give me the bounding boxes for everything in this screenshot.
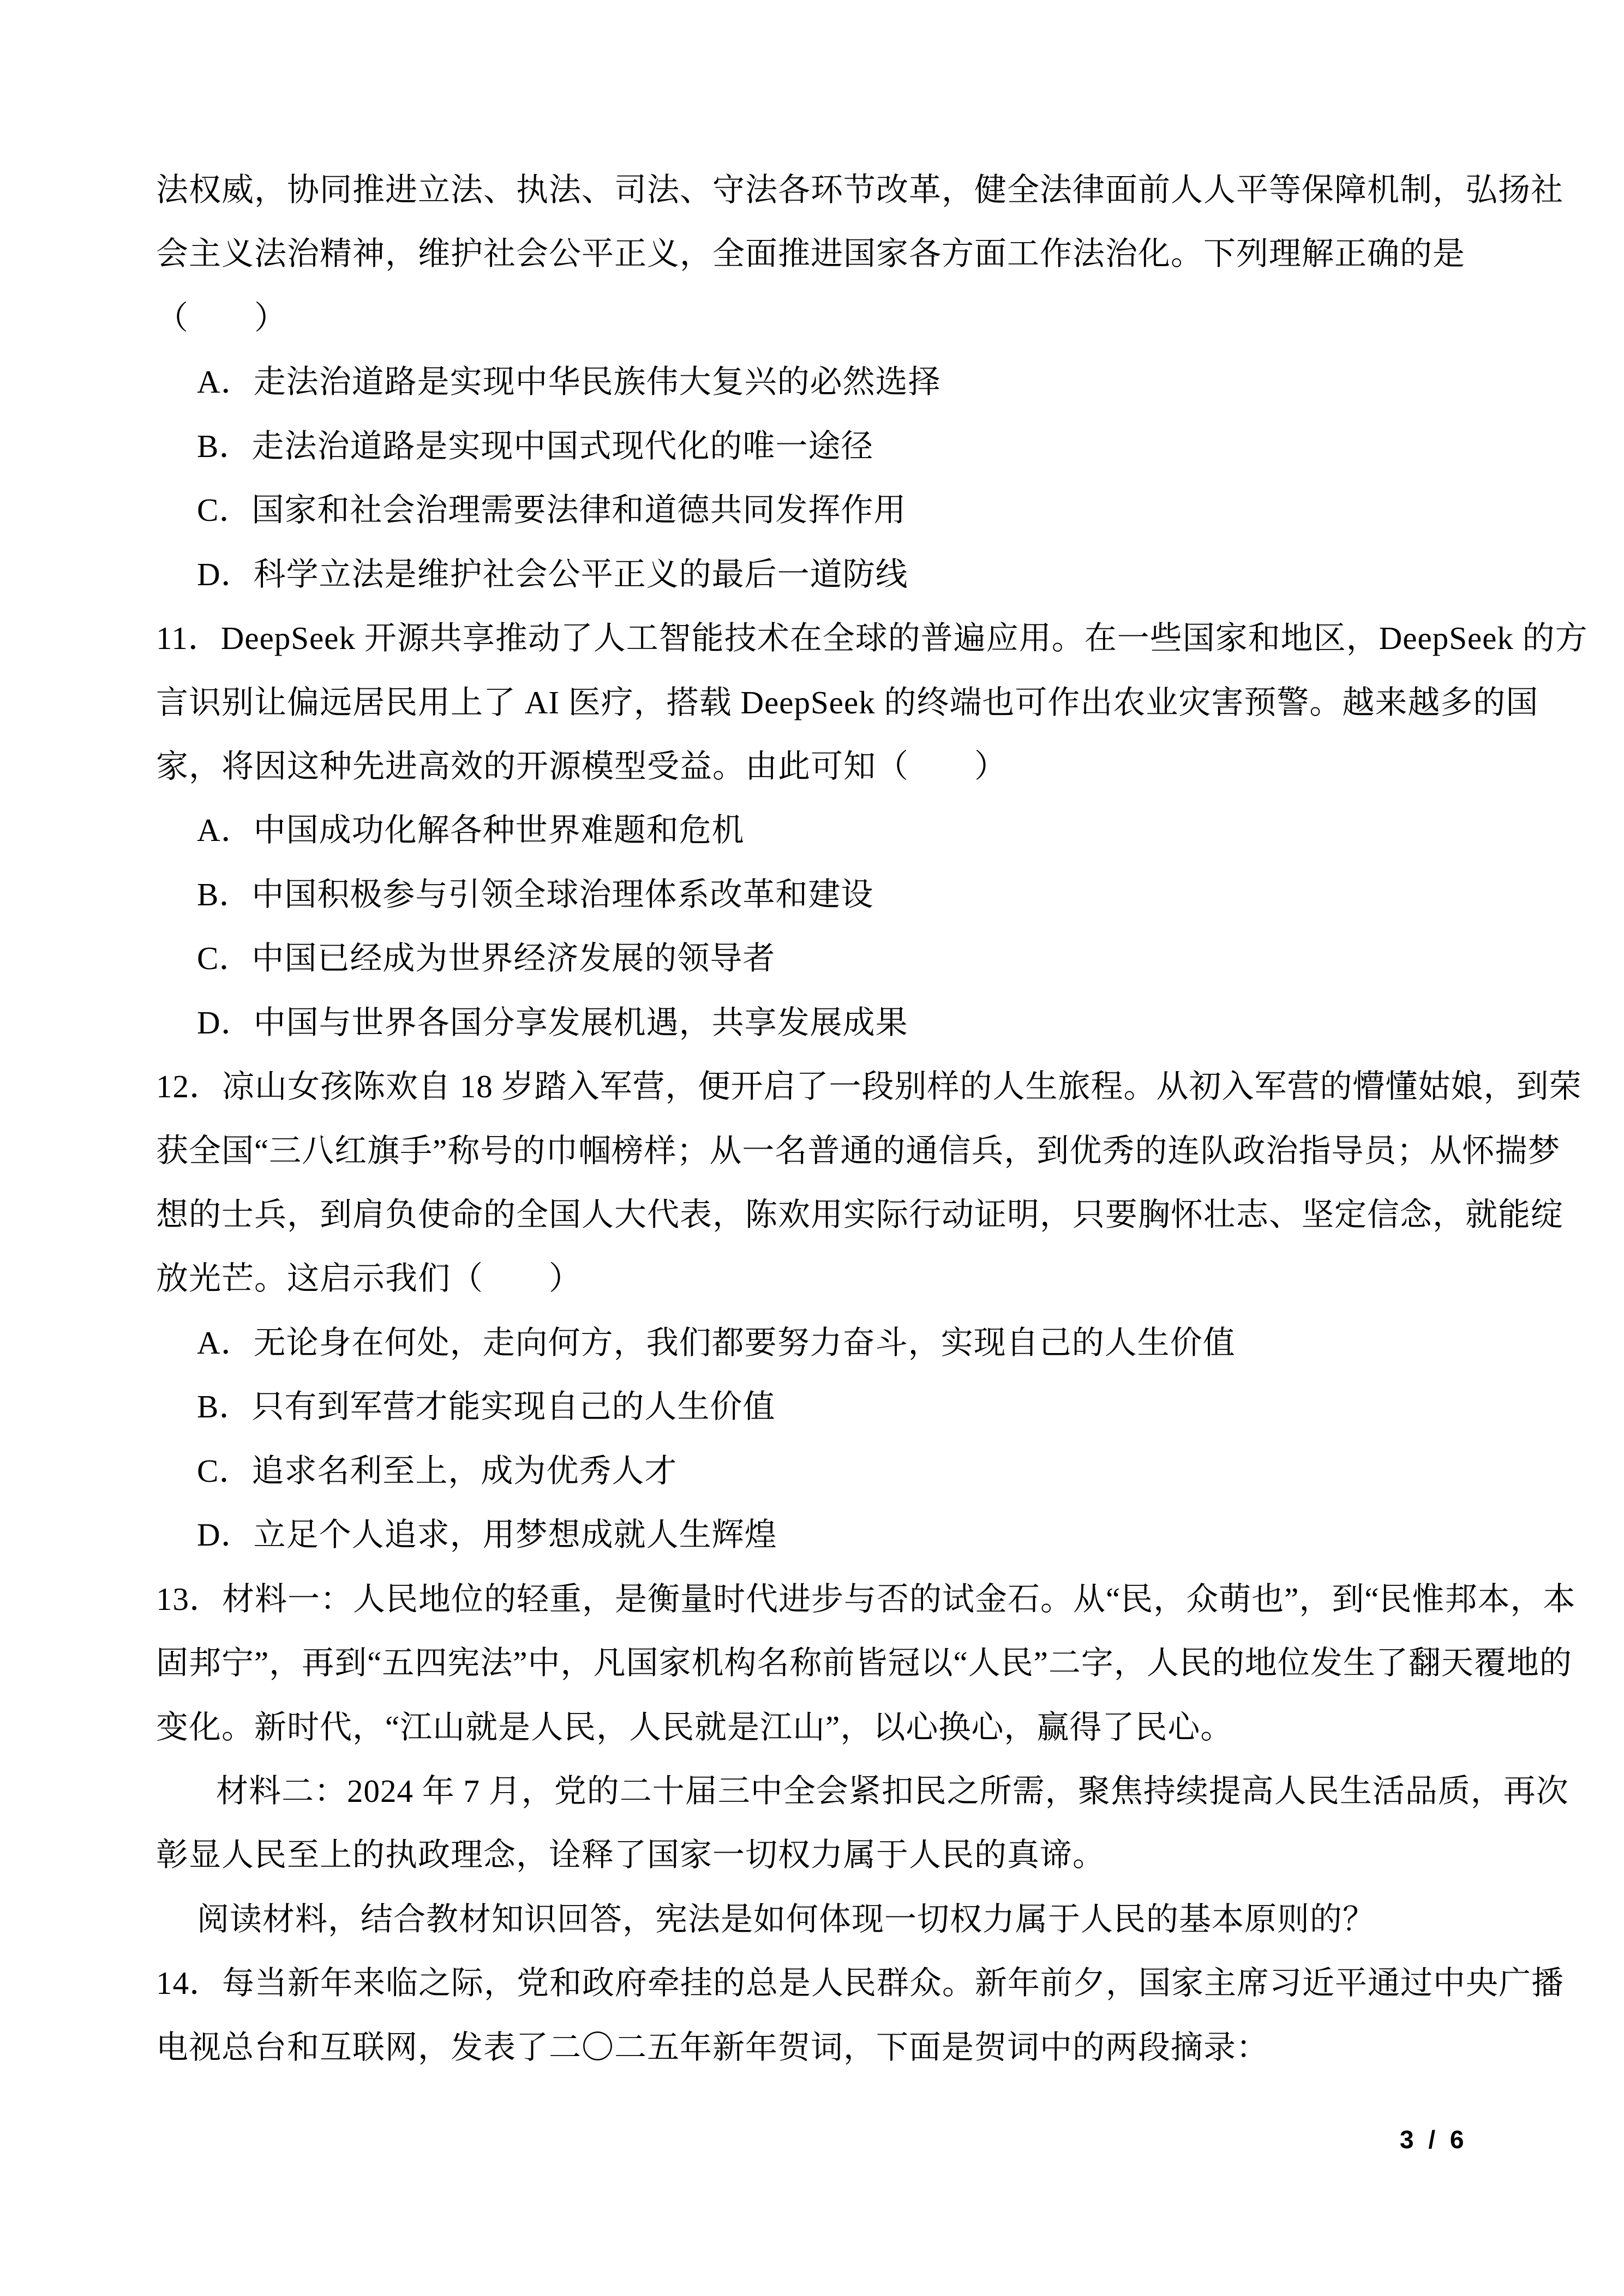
question-11-stem-line-1: 11．DeepSeek 开源共享推动了人工智能技术在全球的普遍应用。在一些国家和地区，DeepSeek 的方 xyxy=(156,620,1588,657)
question-11-option-A: A．中国成功化解各种世界难题和危机 xyxy=(197,812,745,849)
question-11-option-B: B．中国积极参与引领全球治理体系改革和建设 xyxy=(197,876,874,912)
question-11-option-D: D．中国与世界各国分享发展机遇，共享发展成果 xyxy=(197,1004,908,1041)
question-10-continued-option-A: A．走法治道路是实现中华民族伟大复兴的必然选择 xyxy=(197,364,941,400)
question-12-option-A: A．无论身在何处，走向何方，我们都要努力奋斗，实现自己的人生价值 xyxy=(197,1324,1236,1361)
question-10-continued-stem-line-1: 法权威，协同推进立法、执法、司法、守法各环节改革，健全法律面前人人平等保障机制，弘扬社 xyxy=(156,172,1564,208)
question-10-continued-option-D: D．科学立法是维护社会公平正义的最后一道防线 xyxy=(197,556,908,592)
question-11-option-C: C．中国已经成为世界经济发展的领导者 xyxy=(197,940,776,977)
question-10-continued-option-C: C．国家和社会治理需要法律和道德共同发挥作用 xyxy=(197,492,907,528)
page-number: 3 / 6 xyxy=(1400,2125,1468,2154)
question-14-stem-line-2: 电视总台和互联网，发表了二〇二五年新年贺词，下面是贺词中的两段摘录： xyxy=(156,2029,1269,2065)
question-12-stem-line-1: 12．凉山女孩陈欢自 18 岁踏入军营，便开启了一段别样的人生旅程。从初入军营的懵懂姑娘，到荣 xyxy=(156,1068,1582,1105)
question-12-stem-line-3: 想的士兵，到肩负使命的全国人大代表，陈欢用实际行动证明，只要胸怀壮志、坚定信念，就能绽 xyxy=(156,1197,1564,1233)
question-14-stem-line-1: 14．每当新年来临之际，党和政府牵挂的总是人民群众。新年前夕，国家主席习近平通过中央广播 xyxy=(156,1965,1565,2002)
question-13-stem-line-6: 阅读材料，结合教材知识回答，宪法是如何体现一切权力属于人民的基本原则的？ xyxy=(197,1901,1376,1937)
document-body xyxy=(156,158,1588,2079)
question-11-stem-line-3: 家，将因这种先进高效的开源模型受益。由此可知（ ） xyxy=(156,748,1008,784)
question-13-stem-line-4: 材料二：2024 年 7 月，党的二十届三中全会紧扣民之所需，聚焦持续提高人民生活品质，再次 xyxy=(216,1772,1569,1809)
question-10-continued-stem-line-3: （ ） xyxy=(156,299,287,336)
question-11-stem-line-2: 言识别让偏远居民用上了 AI 医疗，搭载 DeepSeek 的终端也可作出农业灾害预警。越来越多的国 xyxy=(156,684,1539,720)
question-12-option-B: B．只有到军营才能实现自己的人生价值 xyxy=(197,1389,776,1425)
question-12-stem-line-4: 放光芒。这启示我们（ ） xyxy=(156,1260,582,1297)
question-13-stem-line-2: 固邦宁”，再到“五四宪法”中，凡国家机构名称前皆冠以“人民”二字，人民的地位发生了翻天覆地的 xyxy=(156,1645,1572,1681)
question-12-option-C: C．追求名利至上，成为优秀人才 xyxy=(197,1452,678,1489)
question-13-stem-line-5: 彰显人民至上的执政理念，诠释了国家一切权力属于人民的真谛。 xyxy=(156,1837,1106,1873)
question-10-continued-option-B: B．走法治道路是实现中国式现代化的唯一途径 xyxy=(197,428,874,464)
question-12-stem-line-2: 获全国“三八红旗手”称号的巾帼榜样；从一名普通的通信兵，到优秀的连队政治指导员；从怀揣梦 xyxy=(156,1132,1561,1169)
question-12-option-D: D．立足个人追求，用梦想成就人生辉煌 xyxy=(197,1517,777,1553)
question-13-stem-line-3: 变化。新时代，“江山就是人民，人民就是江山”，以心换心，赢得了民心。 xyxy=(156,1709,1233,1745)
question-13-stem-line-1: 13．材料一：人民地位的轻重，是衡量时代进步与否的试金石。从“民，众萌也”，到“民惟邦本，本 xyxy=(156,1580,1576,1617)
question-10-continued-stem-line-2: 会主义法治精神，维护社会公平正义，全面推进国家各方面工作法治化。下列理解正确的是 xyxy=(156,236,1466,272)
